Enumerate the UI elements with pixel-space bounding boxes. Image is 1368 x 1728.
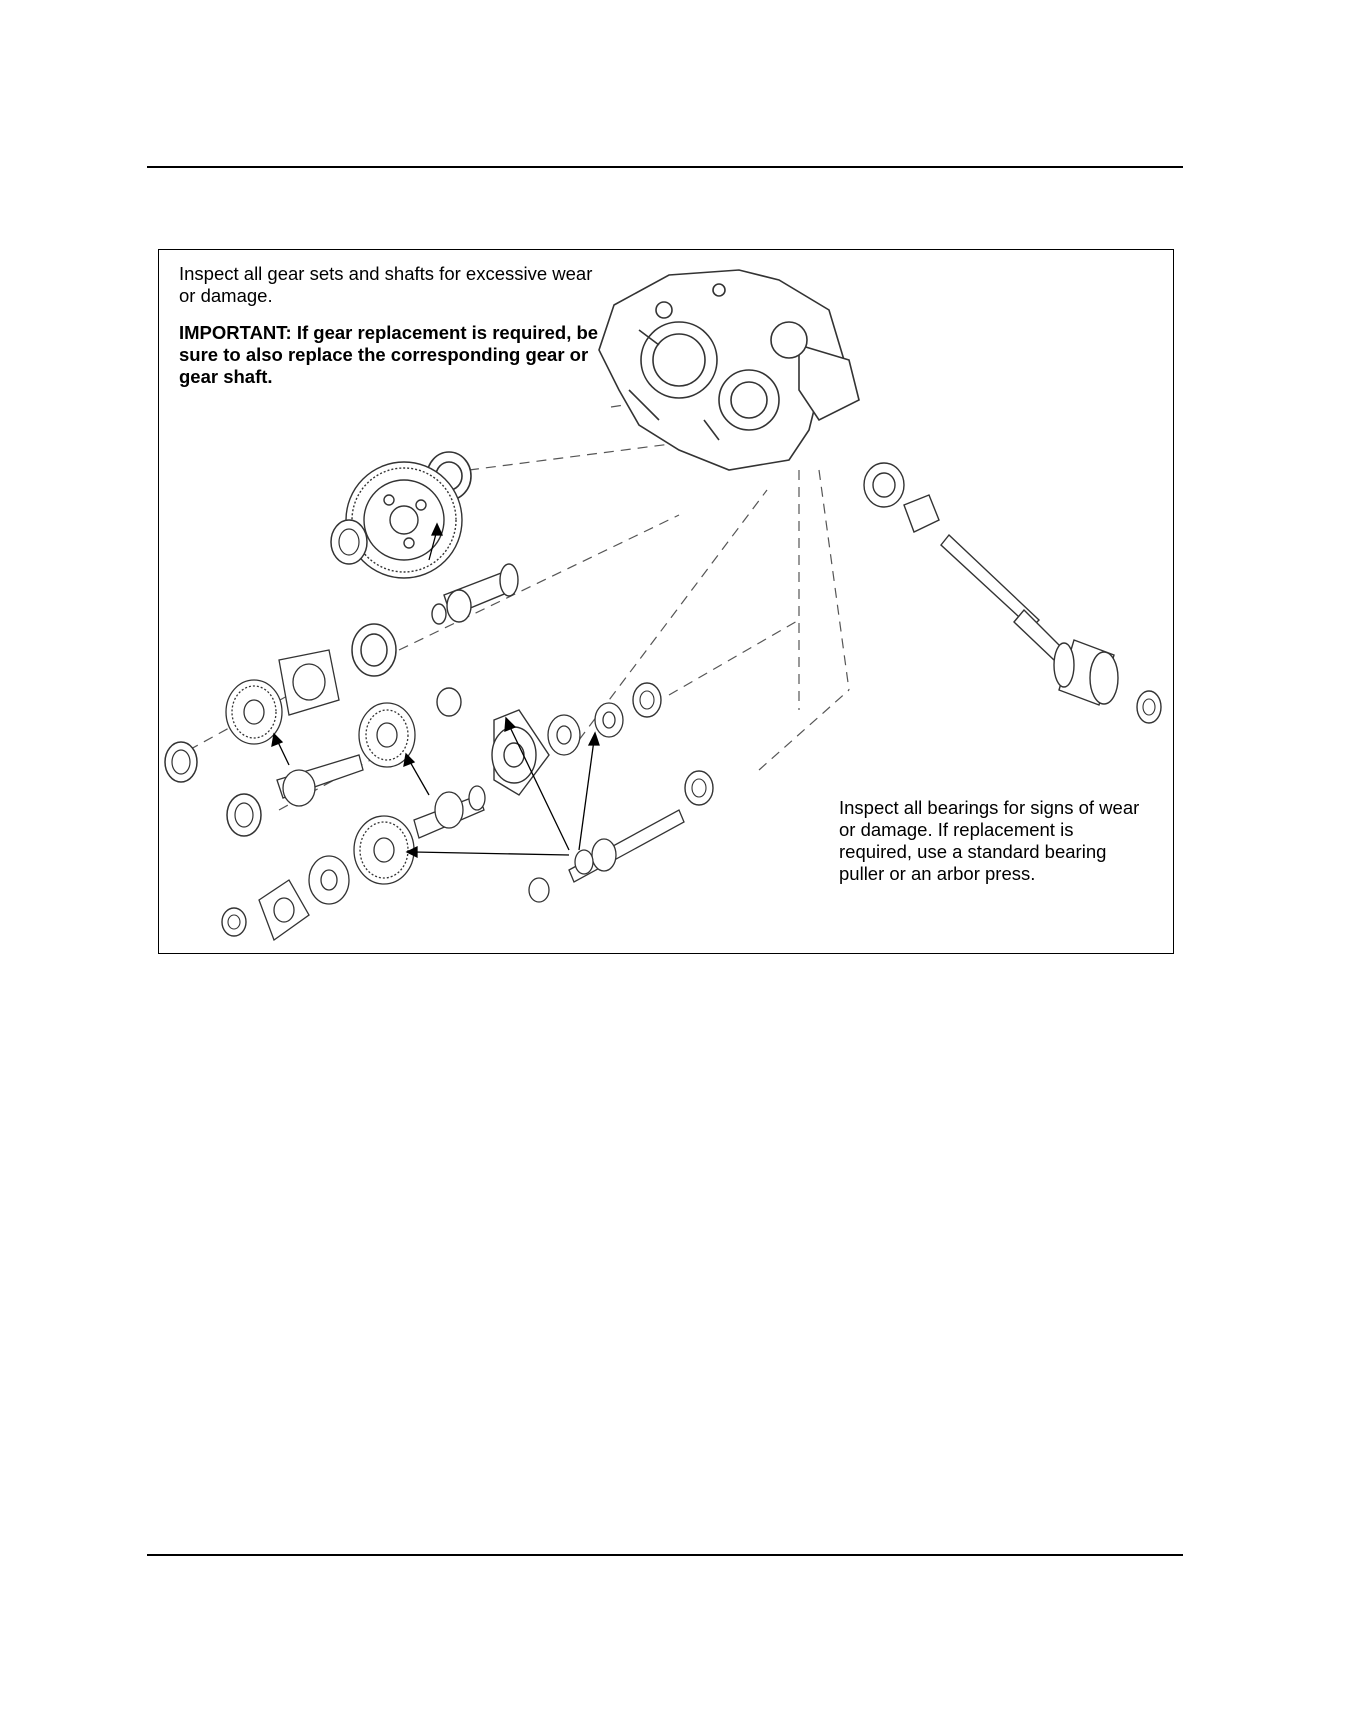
cover-plate — [279, 650, 339, 715]
synchro-hub — [548, 715, 580, 755]
bearing-small-center — [437, 688, 461, 716]
right-seal-and-shaft — [864, 463, 1064, 660]
clutch-drum — [1054, 640, 1118, 705]
input-shaft — [414, 786, 485, 838]
output-shaft — [569, 810, 684, 882]
footer-rule — [147, 1554, 1183, 1556]
diff-carrier — [309, 856, 349, 904]
diff-cover — [259, 880, 309, 940]
transaxle-housing — [599, 270, 859, 470]
important-text: If gear replacement is required, be sure to also replace the corresponding gear or gear shaft. — [179, 322, 599, 387]
idler-gear-link — [492, 710, 549, 795]
header-rule — [147, 166, 1183, 168]
large-gear — [346, 462, 462, 578]
bearing-inspection-text: Inspect all bearings for signs of wear or damage. If replacement is required, use a standard bearing puller or an arbor press. — [839, 797, 1140, 884]
differential-gear — [354, 816, 414, 884]
shaft-left — [277, 755, 363, 806]
important-label: IMPORTANT: — [179, 322, 292, 343]
gear-inspection-text: Inspect all gear sets and shafts for excessive wear or damage. — [179, 263, 593, 306]
gear-inspection-note — [179, 263, 599, 388]
bearing-mid — [352, 624, 396, 676]
small-gear — [595, 703, 623, 737]
pinion-shaft-upper — [432, 564, 518, 624]
bearing-inspection-note — [839, 797, 1149, 885]
bearing-output-small — [529, 878, 549, 902]
important-note — [179, 322, 599, 388]
figure-panel — [158, 249, 1174, 954]
